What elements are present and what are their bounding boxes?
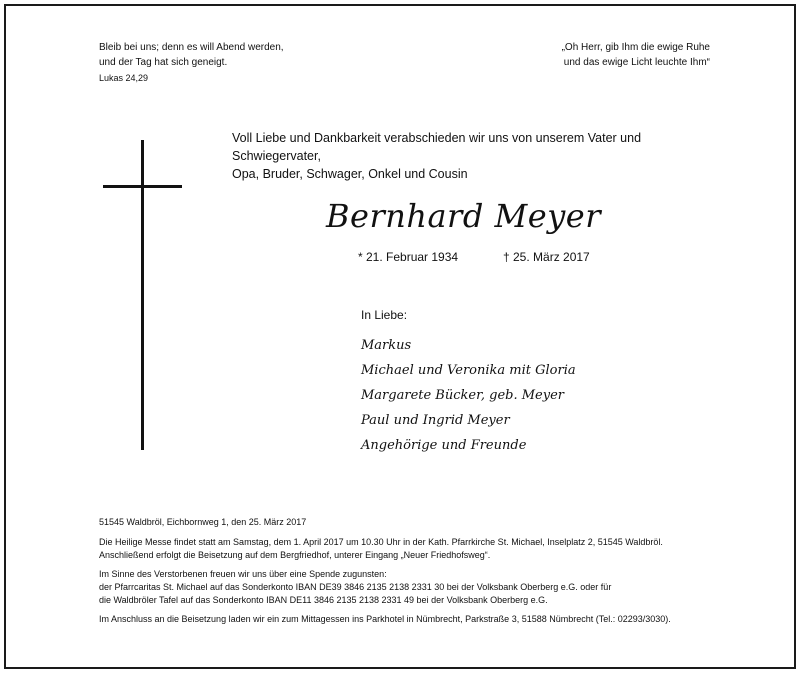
- mass-info: [99, 536, 739, 562]
- death-date: † 25. März 2017: [503, 250, 590, 264]
- donation-info: [99, 568, 739, 607]
- mourner-name: Michael und Veronika mit Gloria: [361, 363, 576, 378]
- bible-quote-line-2: und der Tag hat sich geneigt.: [99, 57, 228, 68]
- intro-text: [232, 129, 732, 183]
- mourners-label: In Liebe:: [361, 308, 408, 322]
- bible-quote: [99, 40, 339, 85]
- cross-horizontal-beam: [103, 185, 182, 188]
- prayer-quote: [520, 40, 710, 70]
- bible-quote-source: Lukas 24,29: [99, 73, 149, 83]
- intro-line-2: Opa, Bruder, Schwager, Onkel und Cousin: [232, 167, 468, 181]
- mass-info-line-1: Die Heilige Messe findet statt am Samstag, dem 1. April 2017 um 10.30 Uhr in der Kath. Pfarrkirche St. Michael, Inselplatz 2, 51545 Waldbröl.: [99, 537, 663, 547]
- mourners-list: [361, 333, 661, 458]
- mass-info-line-2: Anschließend erfolgt die Beisetzung auf dem Bergfriedhof, unterer Eingang „Neuer Friedhofsweg“.: [99, 550, 491, 560]
- mourner-name: Angehörige und Freunde: [361, 438, 527, 453]
- intro-line-1: Voll Liebe und Dankbarkeit verabschieden wir uns von unserem Vater und Schwiegervater,: [232, 131, 642, 163]
- donation-info-line-3: die Waldbröler Tafel auf das Sonderkonto IBAN DE11 3846 2135 2138 2331 49 bei der Volksbank Oberberg e.G.: [99, 595, 548, 605]
- funeral-details: [99, 516, 739, 632]
- deceased-name: Bernhard Meyer: [326, 197, 602, 235]
- donation-info-line-2: der Pfarrcaritas St. Michael auf das Sonderkonto IBAN DE39 3846 2135 2138 2331 30 bei der Volksbank Oberberg e.G. oder für: [99, 582, 612, 592]
- mourner-name: Markus: [361, 338, 412, 353]
- lunch-invitation: Im Anschluss an die Beisetzung laden wir ein zum Mittagessen ins Parkhotel in Nümbrecht, Parkstraße 3, 51588 Nümbrecht (Tel.: 02293/3030).: [99, 614, 671, 624]
- bible-quote-line-1: Bleib bei uns; denn es will Abend werden,: [99, 42, 284, 53]
- prayer-quote-line-2: und das ewige Licht leuchte Ihm“: [563, 57, 710, 68]
- mourner-name: Paul und Ingrid Meyer: [361, 413, 510, 428]
- prayer-quote-line-1: „Oh Herr, gib Ihm die ewige Ruhe: [561, 42, 710, 53]
- donation-info-line-1: Im Sinne des Verstorbenen freuen wir uns über eine Spende zugunsten:: [99, 569, 387, 579]
- birth-date: * 21. Februar 1934: [358, 250, 459, 264]
- mourner-name: Margarete Bücker, geb. Meyer: [361, 388, 564, 403]
- address-date-line: 51545 Waldbröl, Eichbornweg 1, den 25. März 2017: [99, 517, 307, 527]
